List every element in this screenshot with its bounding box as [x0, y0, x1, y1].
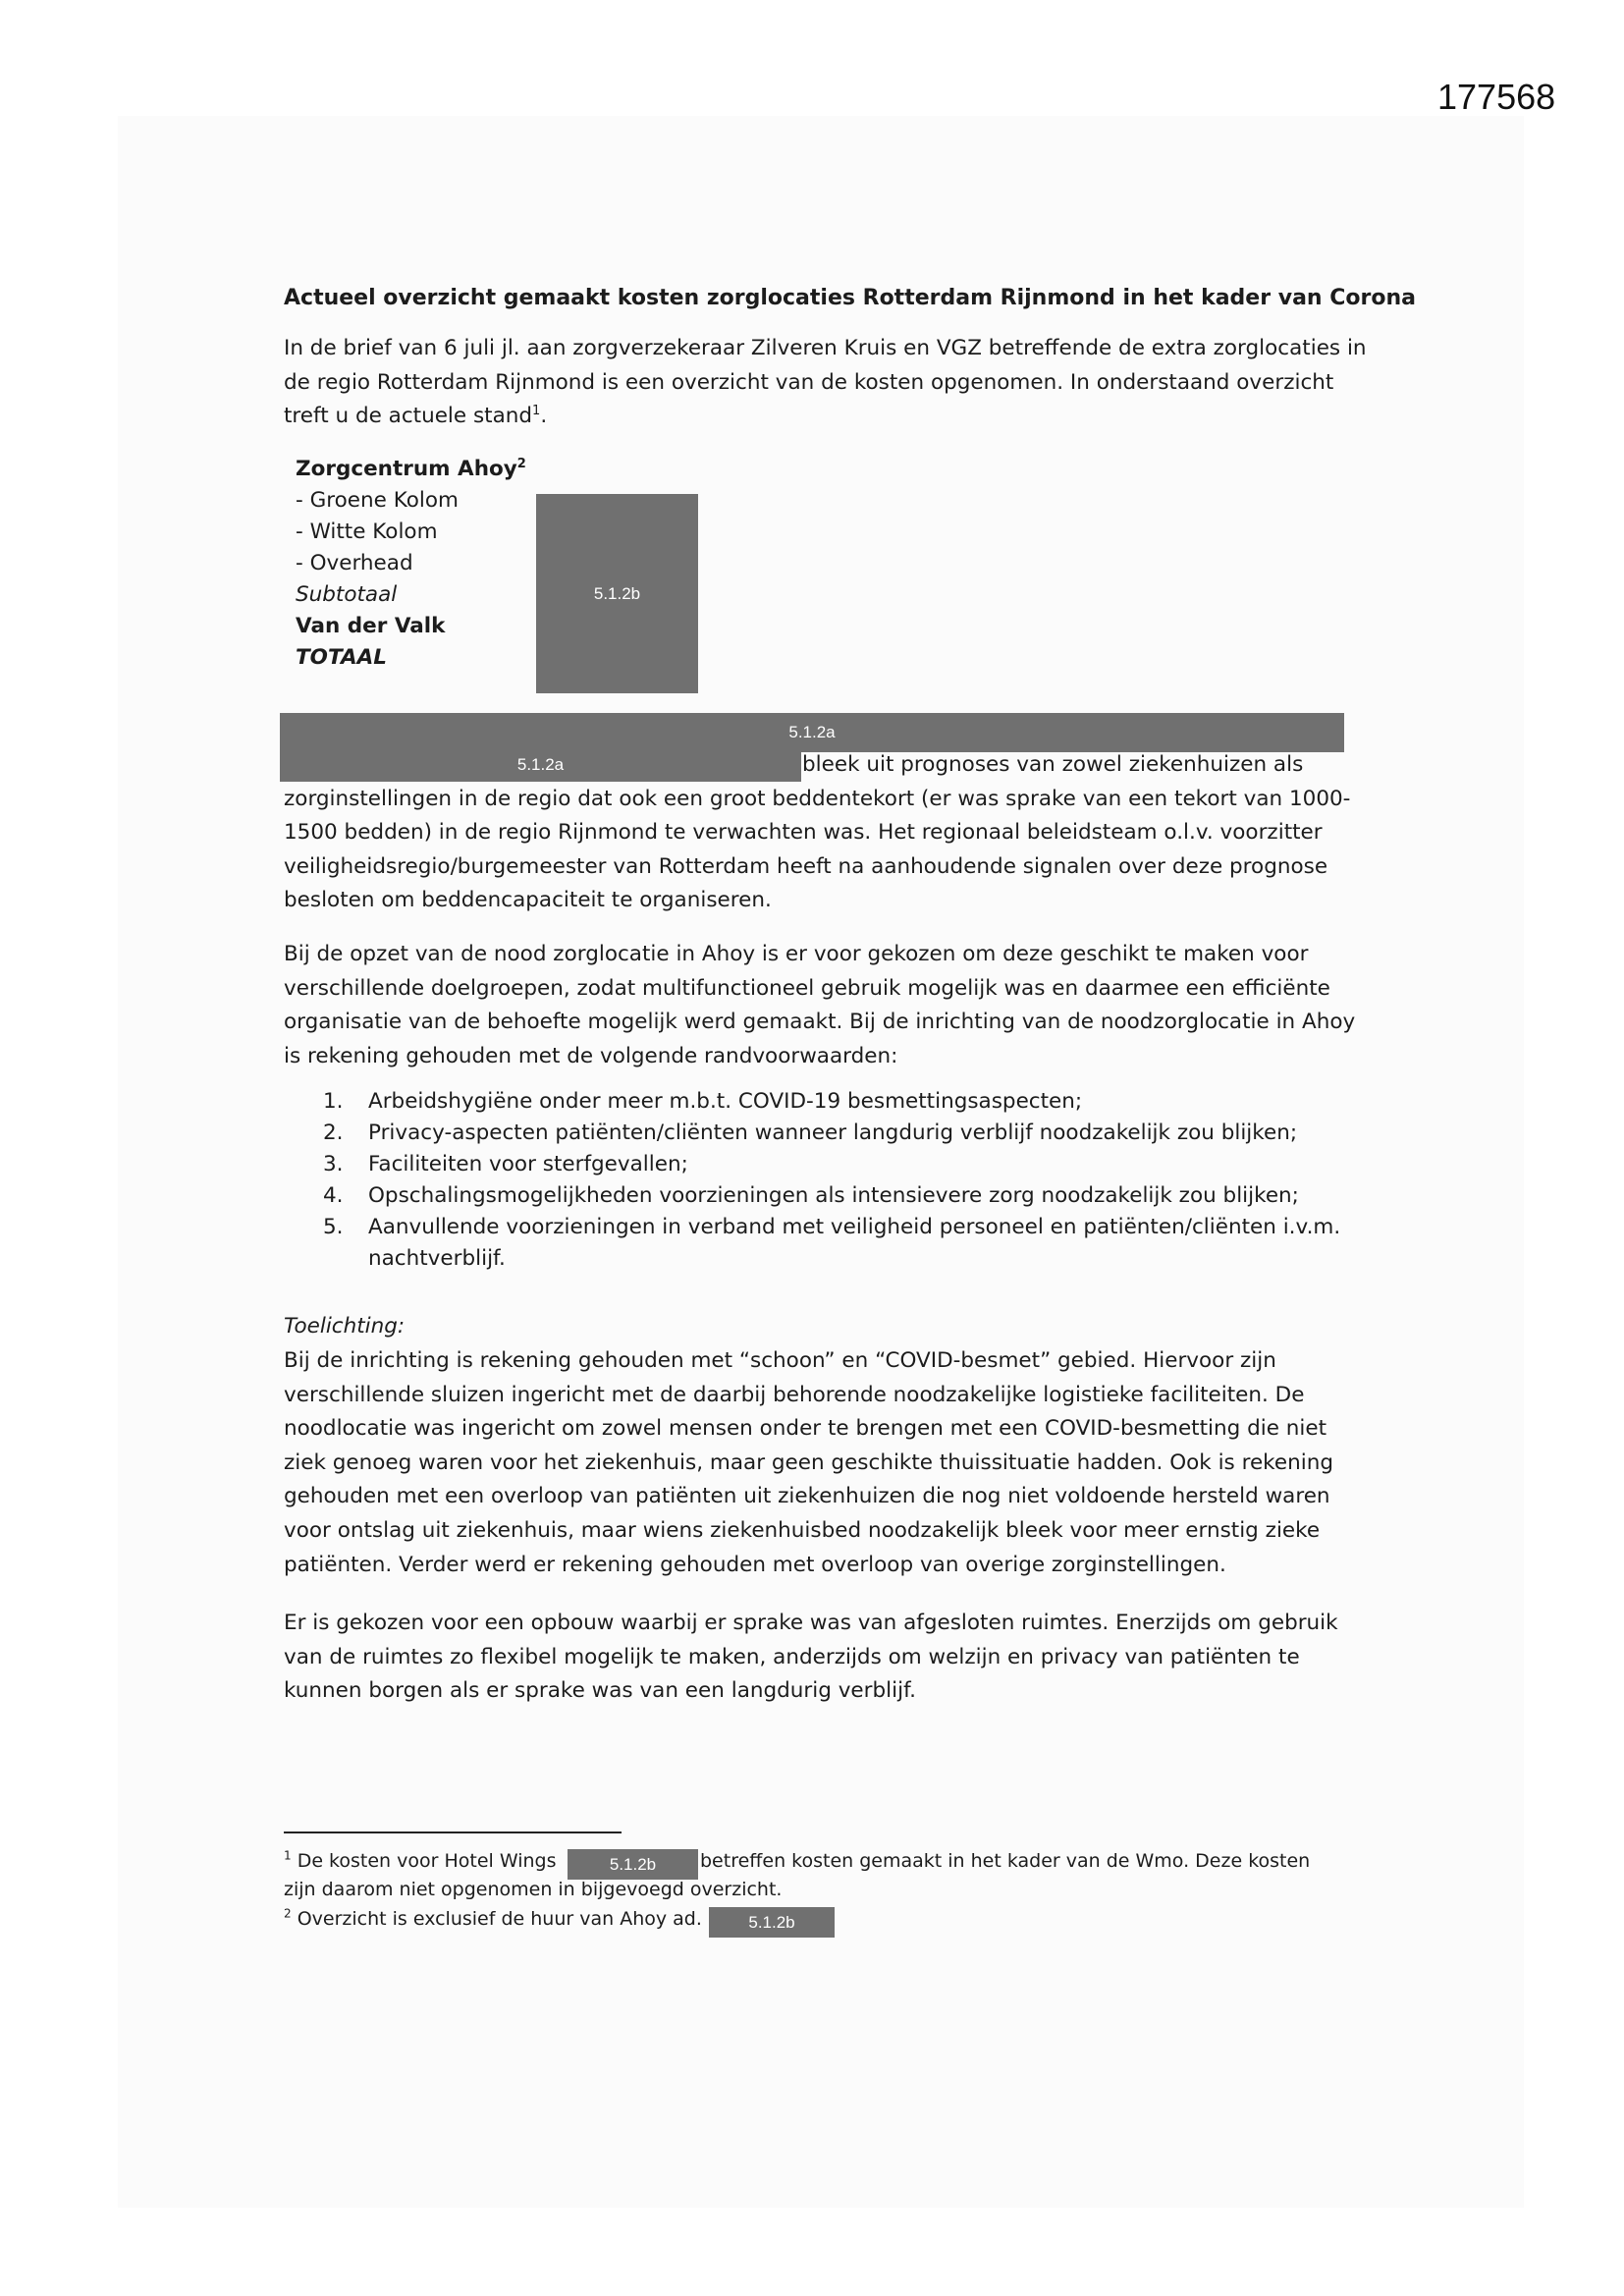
list-item-number: 1.: [323, 1089, 344, 1114]
toelichting-line: ziek genoeg waren voor het ziekenhuis, maar geen geschikte thuissituatie hadden. Ook is rekening: [284, 1449, 1333, 1475]
layout-line: van de ruimtes zo flexibel mogelijk te maken, anderzijds om welzijn en privacy van patiënten te: [284, 1644, 1300, 1669]
intro-line-last: [284, 400, 1344, 434]
footnote-text: Overzicht is exclusief de huur van Ahoy ad.: [297, 1908, 702, 1930]
list-item-number: 3.: [323, 1152, 344, 1176]
toelichting-heading: [284, 1310, 1344, 1344]
list-item-text: Privacy-aspecten patiënten/cliënten wanneer langdurig verblijf noodzakelijk zou blijken;: [368, 1121, 1298, 1145]
list-item-text: Faciliteiten voor sterfgevallen;: [368, 1152, 688, 1176]
context-line: bleek uit prognoses van zowel ziekenhuizen als: [802, 752, 1304, 777]
cost-row-totaal: TOTAAL: [296, 645, 387, 670]
footnote-2: [284, 1905, 702, 1934]
footnote-1-line2: zijn daarom niet opgenomen in bijgevoegd overzicht.: [284, 1879, 783, 1900]
layout-paragraph: [284, 1607, 1344, 1709]
intro-line: treft u de actuele stand: [284, 404, 533, 429]
list-item-number: 4.: [323, 1183, 344, 1208]
document-title: Actueel overzicht gemaakt kosten zorglocaties Rotterdam Rijnmond in het kader van Corona: [284, 286, 1416, 310]
list-item-text: Arbeidshygiëne onder meer m.b.t. COVID-19 besmettingsaspecten;: [368, 1089, 1083, 1114]
setup-line: Bij de opzet van de nood zorglocatie in Ahoy is er voor gekozen om deze geschikt te maken voor: [284, 942, 1309, 966]
context-line: 1500 bedden) in de regio Rijnmond te verwachten was. Het regionaal beleidsteam o.l.v. voorzitter: [284, 820, 1323, 846]
footnote-ref: 2: [516, 456, 526, 471]
document-id: 177568: [1437, 77, 1556, 117]
list-item-text: nachtverblijf.: [368, 1246, 506, 1271]
cost-row-subtotaal: Subtotaal: [296, 582, 398, 607]
toelichting-line: voor ontslag uit ziekenhuis, maar wiens ziekenhuisbed noodzakelijk bleek voor meer ernstig zieke: [284, 1517, 1321, 1543]
footnote-ref: 1: [532, 404, 541, 419]
footnote-mark: 2: [284, 1906, 292, 1921]
toelichting-line: patiënten. Verder werd er rekening gehouden met overloop van overige zorginstellingen.: [284, 1552, 1226, 1577]
redaction-footnote-1: 5.1.2b: [568, 1849, 698, 1880]
intro-paragraph: [284, 332, 1367, 434]
list-item-text: Opschalingsmogelijkheden voorzieningen als intensievere zorg noodzakelijk zou blijken;: [368, 1183, 1299, 1208]
cost-row-van-der-valk: Van der Valk: [296, 614, 446, 638]
cost-table-heading: [296, 454, 526, 485]
toelichting-line: verschillende sluizen ingericht met de daarbij behorende noodzakelijke logistieke faciliteiten. De: [284, 1382, 1305, 1407]
layout-line: Er is gekozen voor een opbouw waarbij er sprake was van afgesloten ruimtes. Enerzijds om gebruik: [284, 1611, 1338, 1635]
toelichting-line: gehouden met een overloop van patiënten uit ziekenhuizen die nog niet voldoende hersteld waren: [284, 1484, 1330, 1509]
redaction-cost-values: 5.1.2b: [536, 494, 698, 693]
list-item-number: 2.: [323, 1121, 344, 1145]
setup-paragraph: [284, 938, 1356, 1073]
toelichting-line: Bij de inrichting is rekening gehouden met “schoon” en “COVID-besmet” gebied. Hiervoor zijn: [284, 1348, 1276, 1373]
toelichting-heading-text: Toelichting:: [284, 1314, 406, 1339]
context-line: besloten om beddencapaciteit te organiseren.: [284, 888, 772, 913]
cost-row-groene-kolom: - Groene Kolom: [296, 488, 459, 513]
toelichting-line: noodlocatie was ingericht om zowel mensen onder te brengen met een COVID-besmetting die niet: [284, 1416, 1327, 1442]
setup-line: is rekening gehouden met de volgende randvoorwaarden:: [284, 1043, 898, 1068]
footnote-mark: 1: [284, 1848, 292, 1863]
intro-line: In de brief van 6 juli jl. aan zorgverzekeraar Zilveren Kruis en VGZ betreffende de extra zorglocaties in: [284, 336, 1367, 360]
toelichting-paragraph: [284, 1344, 1344, 1582]
setup-line: organisatie van de behoefte mogelijk werd gemaakt. Bij de inrichting van de noodzorglocatie in Ahoy: [284, 1010, 1356, 1035]
footnote-1: [284, 1847, 556, 1876]
cost-table-heading-text: Zorgcentrum Ahoy: [296, 457, 517, 481]
layout-line: kunnen borgen als er sprake was van een langdurig verblijf.: [284, 1678, 916, 1704]
setup-line: verschillende doelgroepen, zodat multifunctioneel gebruik mogelijk was en daarmee een efficiënte: [284, 975, 1330, 1001]
footnote-separator: [284, 1831, 622, 1833]
context-line: zorginstellingen in de regio dat ook een groot beddentekort (er was sprake van een tekort van 1000-: [284, 786, 1351, 811]
redaction-bar: 5.1.2a: [280, 748, 801, 782]
redaction-bar: 5.1.2a: [280, 713, 1344, 752]
cost-row-overhead: - Overhead: [296, 551, 413, 575]
intro-line: de regio Rotterdam Rijnmond is een overzicht van de kosten opgenomen. In onderstaand overzicht: [284, 369, 1334, 395]
list-item-number: 5.: [323, 1215, 344, 1239]
context-line: veiligheidsregio/burgemeester van Rotterdam heeft na aanhoudende signalen over deze prognose: [284, 853, 1328, 879]
redaction-footnote-2: 5.1.2b: [709, 1907, 835, 1938]
footnote-text: De kosten voor Hotel Wings: [297, 1850, 557, 1872]
list-item-text: Aanvullende voorzieningen in verband met veiligheid personeel en patiënten/cliënten i.v.m.: [368, 1215, 1341, 1239]
footnote-1-continuation: betreffen kosten gemaakt in het kader van de Wmo. Deze kosten: [700, 1850, 1311, 1872]
intro-end: .: [540, 404, 548, 429]
context-paragraph: [284, 748, 1351, 918]
cost-row-witte-kolom: - Witte Kolom: [296, 519, 438, 544]
